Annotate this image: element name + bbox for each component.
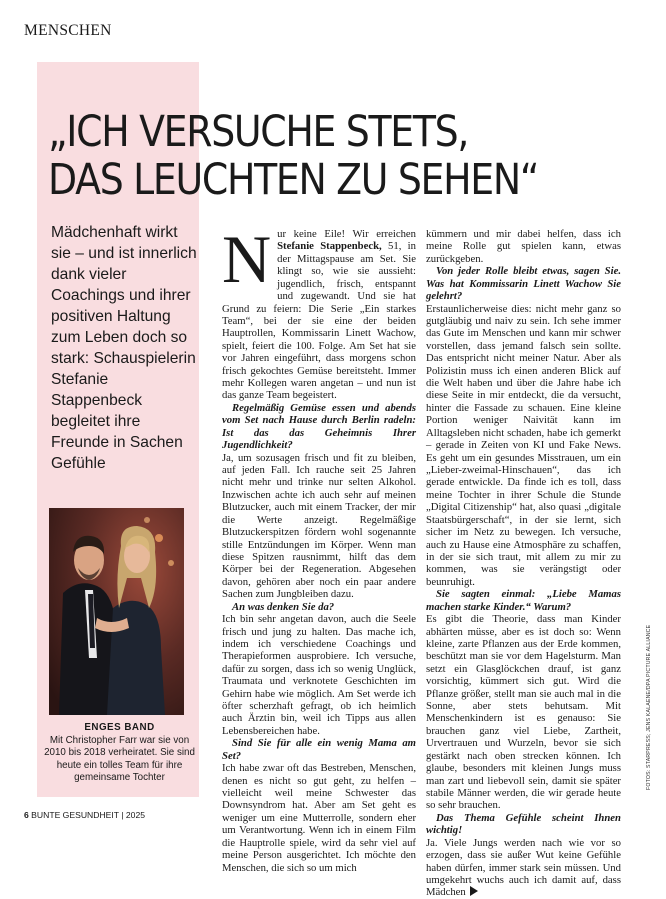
couple-photo: [49, 508, 184, 715]
question-1: Regelmäßig Gemüse essen und abends vom Set nach Hause durch Berlin radeln: Ist das das Geheimnis Ihrer Jugendlichkeit?: [222, 401, 416, 452]
caption-title: ENGES BAND: [84, 722, 155, 733]
photo-caption: [42, 722, 197, 784]
answer-5: Es gibt die Theorie, dass man Kinder abhärten müsse, aber es ist doch so: Wenn kleine, zarte Pflanzen aus der Erde kommen, beschützt man sie vor dem Hagelsturm. Man setzt ein Glasglöckchen drauf, ist ganz vorsichtig, kümmert sich gut. Wird die Pflanze größer, stellt man sie auch mal in die Sonne, aber stets behutsam. Mit Menschenkindern ist es genauso: Sie brauchen ganz viel Liebe, Zartheit, Urvertrauen und Wurzeln, bevor sie sich gestärkt nach oben strecken können. Ich glaube, besonders mit kleinen Jungs muss man zart und liebevoll sein, damit sie später stabile Männer werden, die wir gerade heute so sehr brauchen.: [426, 613, 621, 812]
couple-photo-illustration: [49, 508, 184, 715]
photo-credit: FOTOS: STARPRESS; JENS KALAENE/DPA PICTURE ALLIANCE: [646, 624, 652, 790]
intro-rest: 51, in der Mittagspause am Set. Sie klingt so, wie sie aussieht: jugendlich, frisch, entspannt und zugewandt. Und sie hat Grund zu feiern: Die Serie „Ein starkes Team“, bei der sie eine der beiden Hauptrollen, Kommissarin Linett Wachow, spielt, feiert die 100. Folge. Am Set hat sie vor Jahren eingeführt, dass morgens schon frisch gekochtes Gemüse bereitsteht. Immer mehr Kollegen waren angetan – und nun ist das ganze Team begeistert.: [222, 240, 416, 402]
answer-3: Ich habe zwar oft das Bestreben, Menschen, denen es nicht so gut geht, zu helfen – vielleicht weil meine Schwester das Downsyndrom hat. Aber am Set geht es weniger um eine Mutterrolle, sondern eher um Verantwortung. Wenn ich in einem Film die Hauptrolle spiele, wird da sehr viel auf meine Person ausgerichtet. Ich möchte den Menschen, die sich so um mich: [222, 762, 416, 874]
intro-start: ur keine Eile! Wir erreichen: [277, 228, 416, 240]
page-number: 6: [24, 810, 29, 820]
article-column-2: [426, 228, 621, 899]
issue-year: 2025: [125, 810, 146, 820]
section-label: MENSCHEN: [24, 22, 112, 39]
answer-2: Ich bin sehr angetan davon, auch die Seele frisch und jung zu halten. Das mache ich, indem ich verschiedene Coachings und Therapieformen ausprobiere. Ich versuche, dafür zu sorgen, dass ich so wenig Unglück, Traumata und verknotete Geschichten im Gehirn habe wie möglich. Am Set werde ich öfter scherzhaft gefragt, ob ich heimlich auch Ärztin bin, weil ich Tipps aus allen Lebensbereichen habe.: [222, 613, 416, 737]
article-column-1: [222, 221, 416, 874]
drop-cap: N: [222, 221, 272, 297]
caption-text: Mit Christopher Farr war sie von 2010 bis 2018 verheiratet. Sie sind heute ein tolles Team für ihre gemeinsame Tochter: [44, 735, 195, 783]
intro-teaser: Mädchenhaft wirkt sie – und ist innerlich dank vieler Coachings und ihrer positiven Haltung zum Leben doch so stark: Schauspielerin Stefanie Stappenbeck begleitet ihre Freunde in Sachen Gefühle: [51, 224, 197, 472]
question-3: Sind Sie für alle ein wenig Mama am Set?: [222, 737, 416, 762]
answer-1: Ja, um sozusagen frisch und fit zu bleiben, auf jeden Fall. Ich rauche seit 25 Jahren nicht mehr und trinke nur selten Alkohol. Inzwischen achte ich auch sehr auf meinen Blutzucker, auch mit einem Tracker, der mir die Werte anzeigt. Regelmäßige Blutzuckerspitzen fördern wohl sogenannte stille Entzündungen im Körper. Wenn man diese Spitzen rausnimmt, hilft das dem Körper bei der Regeneration. Abgesehen davon, gehören aber noch ein paar andere Sachen zum Jungbleiben dazu.: [222, 451, 416, 601]
magazine-name: BUNTE GESUNDHEIT: [31, 810, 119, 820]
headline-line-2: DAS LEUCHTEN ZU SEHEN“: [48, 155, 539, 205]
answer-6-text: Ja. Viele Jungs werden nach wie vor so erzogen, dass sie außer Wut keine Gefühle haben dürfen, immer stark sein müssen. Und umgekehrt wuchs auch ich damit auf, dass Mädchen: [426, 836, 621, 899]
answer-3-continued: kümmern und mir dabei helfen, dass ich meine Rolle gut spielen kann, etwas zurückgeben.: [426, 228, 621, 265]
interviewee-name: Stefanie Stappenbeck,: [277, 240, 382, 253]
headline: [48, 108, 576, 204]
headline-line-1: „ICH VERSUCHE STETS,: [48, 107, 469, 157]
page-footer: [24, 810, 145, 820]
question-6: Das Thema Gefühle scheint Ihnen wichtig!: [426, 811, 621, 837]
paragraph-intro: [222, 221, 416, 402]
question-4: Von jeder Rolle bleibt etwas, sagen Sie. Was hat Kommissarin Linett Wachow Sie gelehrt?: [426, 265, 621, 303]
question-2: An was denken Sie da?: [232, 600, 335, 613]
answer-4: Erstaunlicherweise dies: nicht mehr ganz so gutgläubig und naiv zu sein. Ich sehe immer das Gute im Menschen und kann mir schwer vorstellen, dass jemand falsch sein sollte. Das entspricht nicht meiner Natur. Aber als Polizistin muss ich einen anderen Blick auf die Welt haben und über die Jahre habe ich diese Seite in mir entdeckt, die da versucht, hinter die Fassade zu schauen. Eine kleine Portion weniger Naivität kann im Alltagsleben nicht schaden, habe ich gemerkt – gerade in Zeiten von KI und Fake News. Es geht um ein gesundes Misstrauen, um ein „Lieber-zweimal-Hinschauen“, das ich gerade entwickle. Da finde ich es toll, dass meine Tochter in ihrer Schule die Stunde „Digital Citizenship“ hat, also quasi „digitale Staatsbürgerschaft“, in der sie lernt, sich sicher im Netz zu bewegen. Ich versuche, auch zu Hause eine Atmosphäre zu schaffen, in der sie sich traut, mit allem zu mir zu kommen, was sie verängstigt oder beunruhigt.: [426, 302, 621, 588]
continue-arrow-icon: [470, 886, 478, 896]
answer-6: [426, 837, 621, 899]
question-5: Sie sagten einmal: „Liebe Mamas machen starke Kinder.“ Warum?: [426, 588, 621, 613]
footer-separator: |: [121, 810, 124, 820]
